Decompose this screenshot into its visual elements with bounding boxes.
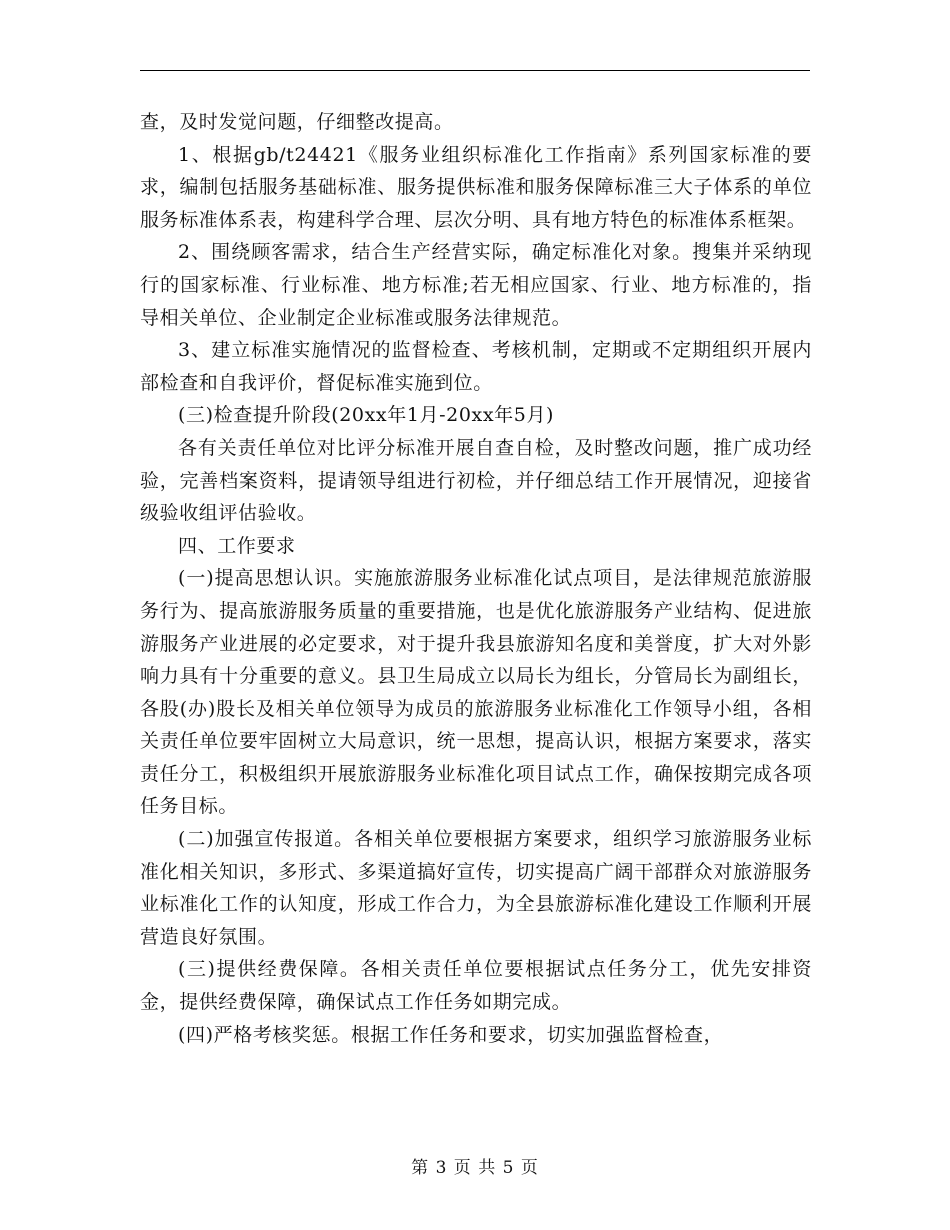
page-number: 第 3 页 共 5 页 bbox=[411, 1158, 539, 1178]
paragraph-item-1: 1、根据gb/t24421《服务业组织标准化工作指南》系列国家标准的要求，编制包括服务基础标准、服务提供标准和服务保障标准三大子体系的单位服务标准体系表，构建科学合理、层次分明、具有地方特色的标准体系框架。 bbox=[140, 143, 812, 231]
section-heading-work-requirements: 四、工作要求 bbox=[178, 534, 296, 557]
paragraph-item-2: 2、围绕顾客需求，结合生产经营实际，确定标准化对象。搜集并采纳现行的国家标准、行业标准、地方标准;若无相应国家、行业、地方标准的，指导相关单位、企业制定企业标准或服务法律规范。 bbox=[140, 241, 812, 329]
paragraph-requirement-4: (四)严格考核奖惩。根据工作任务和要求，切实加强监督检查， bbox=[178, 1023, 724, 1046]
document-body bbox=[140, 106, 812, 1051]
paragraph-requirement-1: (一)提高思想认识。实施旅游服务业标准化试点项目，是法律规范旅游服务行为、提高旅游服务质量的重要措施，也是优化旅游服务产业结构、促进旅游服务产业进展的必定要求，对于提升我县旅游知名度和美誉度，扩大对外影响力具有十分重要的意义。县卫生局成立以局长为组长，分管局长为副组长，各股(办)股长及相关单位领导为成员的旅游服务业标准化工作领导小组，各相关责任单位要牢固树立大局意识，统一思想，提高认识，根据方案要求，落实责任分工，积极组织开展旅游服务业标准化项目试点工作，确保按期完成各项任务目标。 bbox=[140, 567, 812, 818]
paragraph-item-3: 3、建立标准实施情况的监督检查、考核机制，定期或不定期组织开展内部检查和自我评价，督促标准实施到位。 bbox=[140, 339, 812, 394]
header-rule bbox=[140, 70, 810, 71]
section-heading-phase-3: (三)检查提升阶段(20xx年1月-20xx年5月) bbox=[178, 404, 555, 427]
paragraph-requirement-3: (三)提供经费保障。各相关责任单位要根据试点任务分工，优先安排资金，提供经费保障，确保试点工作任务如期完成。 bbox=[140, 958, 812, 1014]
paragraph-phase-3-body: 各有关责任单位对比评分标准开展自查自检，及时整改问题，推广成功经验，完善档案资料，提请领导组进行初检，并仔细总结工作开展情况，迎接省级验收组评估验收。 bbox=[140, 436, 812, 525]
paragraph-continuation: 查，及时发觉问题，仔细整改提高。 bbox=[140, 111, 454, 133]
paragraph-requirement-2: (二)加强宣传报道。各相关单位要根据方案要求，组织学习旅游服务业标准化相关知识，多形式、多渠道搞好宣传，切实提高广阔干部群众对旅游服务业标准化工作的认知度，形成工作合力，为全县旅游标准化建设工作顺利开展营造良好氛围。 bbox=[140, 828, 812, 948]
